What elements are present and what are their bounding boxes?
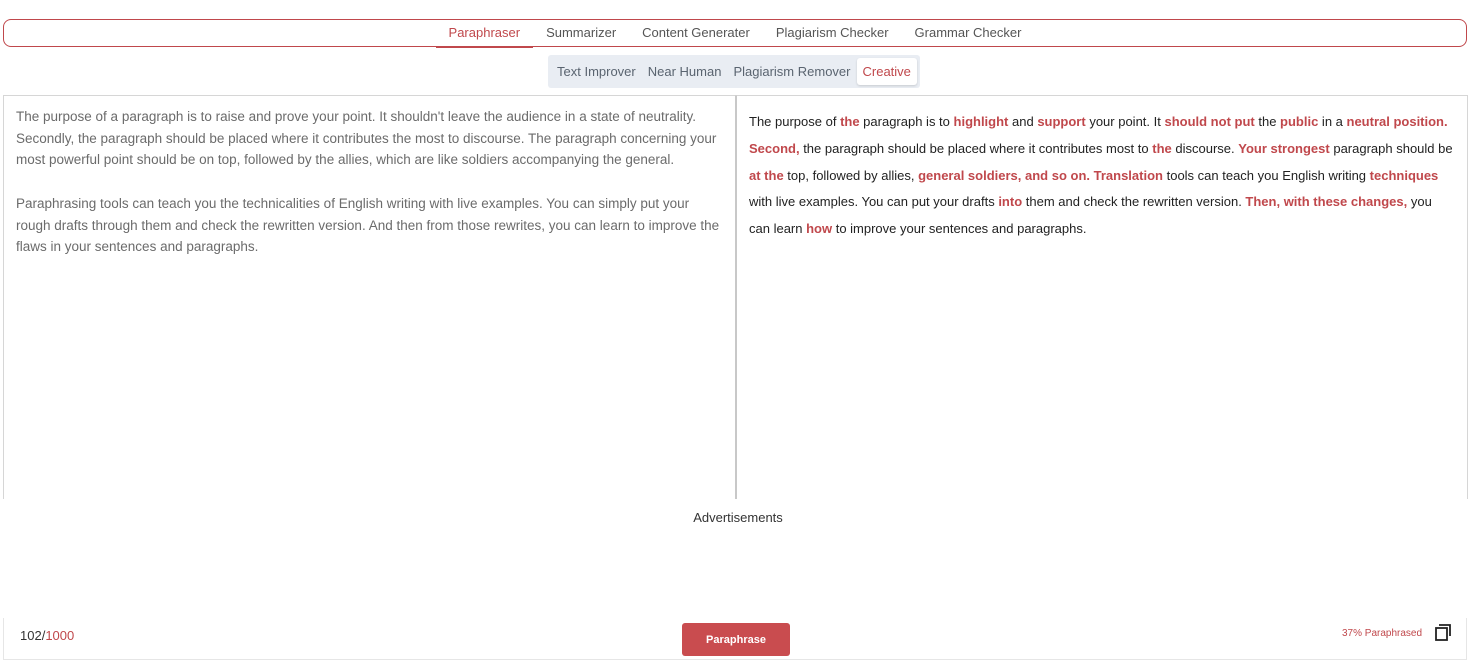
- changed-phrase[interactable]: the: [1152, 140, 1172, 156]
- changed-phrase[interactable]: the: [840, 114, 860, 129]
- changed-phrase[interactable]: support: [1037, 114, 1086, 129]
- mode-plagiarism-remover[interactable]: Plagiarism Remover: [733, 64, 851, 79]
- changed-phrase[interactable]: highlight: [953, 114, 1009, 129]
- output-segment: top, followed by allies,: [783, 167, 919, 183]
- output-panel: [736, 95, 1468, 499]
- tab-content-generater[interactable]: Content Generater: [642, 25, 750, 40]
- output-segment: your point. It: [1085, 114, 1165, 129]
- tab-summarizer[interactable]: Summarizer: [546, 25, 617, 40]
- output-segment: The purpose of: [749, 114, 841, 129]
- changed-phrase[interactable]: public: [1280, 114, 1319, 129]
- advertisements-label: Advertisements: [693, 510, 783, 525]
- top-nav-tabs: [4, 20, 1466, 46]
- paraphrased-percentage: 37% Paraphrased: [1342, 628, 1423, 639]
- word-limit: 1000: [45, 628, 75, 643]
- top-nav: [3, 19, 1467, 47]
- output-segment: you can learn: [749, 194, 1432, 237]
- mode-near-human[interactable]: Near Human: [647, 64, 722, 79]
- mode-creative[interactable]: Creative: [857, 58, 917, 85]
- changed-phrase[interactable]: how: [806, 221, 833, 237]
- tab-paraphraser[interactable]: Paraphraser: [436, 19, 534, 46]
- changed-phrase[interactable]: Your strongest: [1238, 140, 1330, 156]
- input-panel[interactable]: [3, 95, 736, 499]
- changed-phrase[interactable]: Then, with these changes,: [1245, 194, 1408, 210]
- changed-phrase[interactable]: neutral position. Second,: [749, 114, 1448, 156]
- output-text: [737, 96, 1467, 256]
- changed-phrase[interactable]: at the: [749, 167, 784, 183]
- input-text[interactable]: [4, 96, 735, 290]
- counter-separator: /: [41, 628, 46, 643]
- output-segment: the: [1254, 114, 1281, 129]
- output-segment: discourse.: [1171, 140, 1239, 156]
- output-segment: the paragraph should be placed where it contributes most to: [799, 140, 1153, 156]
- mode-selector: [548, 55, 920, 88]
- output-segment: paragraph is to: [859, 114, 954, 129]
- output-segment: and: [1008, 114, 1038, 129]
- changed-phrase[interactable]: techniques: [1369, 167, 1439, 183]
- mode-text-improver[interactable]: Text Improver: [557, 64, 636, 79]
- bottom-bar: [3, 618, 1467, 660]
- copy-icon[interactable]: [1434, 624, 1452, 642]
- output-segment: in a: [1318, 114, 1347, 129]
- input-paragraph: The purpose of a paragraph is to raise and prove your point. It shouldn't leave the audience in a state of neutrality. Secondly, the paragraph should be placed where it contributes the most to discourse. The paragraph concerning your most powerful point should be on top, followed by the allies, which are like soldiers accompanying the general.: [16, 109, 717, 168]
- output-segment: paragraph should be: [1329, 140, 1453, 156]
- tab-grammar-checker[interactable]: Grammar Checker: [914, 25, 1022, 40]
- paraphrase-button[interactable]: Paraphrase: [682, 623, 790, 656]
- input-paragraph: Paraphrasing tools can teach you the technicalities of English writing with live examples. You can simply put your rough drafts through them and check the rewritten version. And then from those rewrites, you can learn to improve the flaws in your sentences and paragraphs.: [16, 195, 720, 255]
- output-segment: tools can teach you English writing: [1162, 167, 1370, 183]
- changed-phrase[interactable]: general soldiers, and so on. Translation: [918, 167, 1163, 183]
- output-segment: to improve your sentences and paragraphs.: [832, 221, 1087, 237]
- word-counter: [20, 628, 74, 643]
- output-segment: with live examples. You can put your drafts: [749, 194, 999, 210]
- word-count: 102: [20, 628, 42, 643]
- tab-plagiarism-checker[interactable]: Plagiarism Checker: [775, 25, 889, 40]
- output-segment: them and check the rewritten version.: [1022, 194, 1246, 210]
- changed-phrase[interactable]: into: [998, 194, 1023, 210]
- changed-phrase[interactable]: should not put: [1164, 114, 1255, 129]
